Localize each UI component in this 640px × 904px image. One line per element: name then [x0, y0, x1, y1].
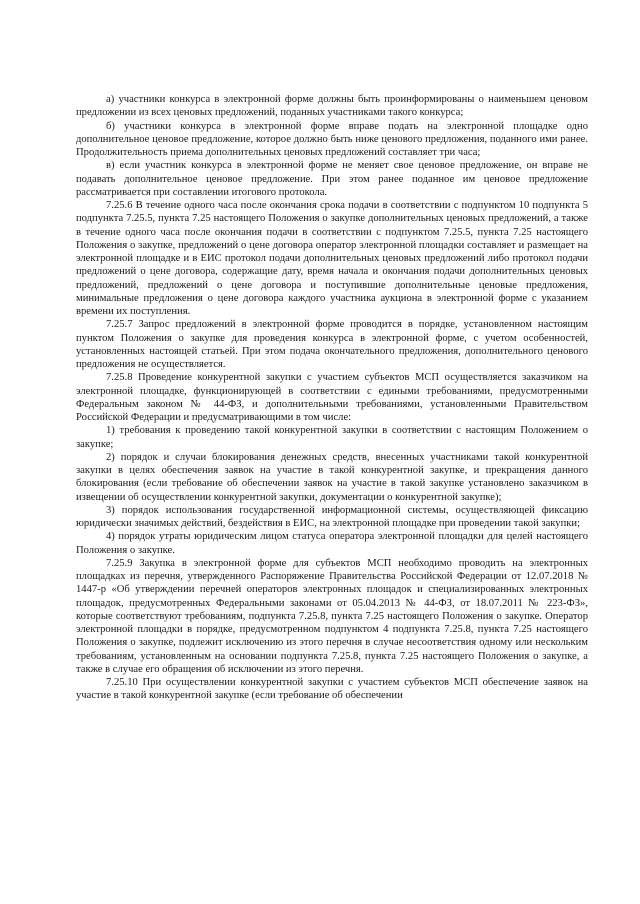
paragraph-b: б) участники конкурса в электронной форме вправе подать на электронной площадке одно дополнительное ценовое предложение, которое должно быть ниже ценового предложения, поданного ими ранее. Продолжительность приема дополнительных ценовых предложений составляет три часа;	[76, 120, 588, 158]
paragraph-item-3: 3) порядок использования государственной информационной системы, осуществляющей фиксацию юридически значимых действий, бездействия в ЕИС, на электронной площадке при проведении такой закупки;	[76, 504, 588, 529]
paragraph-item-1: 1) требования к проведению такой конкурентной закупки в соответствии с настоящим Положением о закупке;	[76, 425, 588, 450]
paragraph-7-25-10: 7.25.10 При осуществлении конкурентной закупки с участием субъектов МСП обеспечение заявок на участие в такой конкурентной закупке (если требование об обеспечении	[76, 677, 588, 702]
paragraph-7-25-8: 7.25.8 Проведение конкурентной закупки с участием субъектов МСП осуществляется заказчиком на электронной площадке, функционирующей в соответствии с едиными требованиями, предусмотренными Федеральным законом № 44-ФЗ, и дополнительными требованиями, установленными Правительством Российской Федерации и предусматривающими в том числе:	[76, 372, 588, 423]
paragraph-v: в) если участник конкурса в электронной форме не меняет свое ценовое предложение, он вправе не подавать дополнительное ценовое предложение. При этом ранее поданное им ценовое предложение рассматривается при составлении итогового протокола.	[76, 160, 588, 198]
paragraph-item-2: 2) порядок и случаи блокирования денежных средств, внесенных участниками такой конкурентной закупки в целях обеспечения заявок на участие в такой конкурентной закупке, и прекращения данного блокирования (если требование об обеспечении заявок на участие в такой закупке установлено заказчиком в извещении об осуществлении конкурентной закупки, документации о конкурентной закупке);	[76, 451, 588, 503]
paragraph-a: а) участники конкурса в электронной форме должны быть проинформированы о наименьшем ценовом предложении из всех ценовых предложений, поданных участниками такого конкурса;	[76, 94, 588, 119]
paragraph-7-25-6: 7.25.6 В течение одного часа после окончания срока подачи в соответствии с подпунктом 10 подпункта 5 подпункта 7.25.5, пункта 7.25 настоящего Положения о закупке дополнительных ценовых предложений, а также в течение одного часа после окончания подачи в соответствии с подпунктом 7.25.5, пункта 7.25 настоящего Положения о закупке, предложений о цене договора оператор электронной площадки составляет и размещает на электронной площадке и в ЕИС протокол подачи дополнительных ценовых предложений либо протокол подачи предложений о цене договора, содержащие дату, время начала и окончания подачи дополнительных ценовых предложений, предложений о цене договора и поступившие дополнительные ценовые предложения, минимальные предложения о цене договора каждого участника аукциона в электронной форме с указанием времени их поступления.	[76, 200, 588, 317]
paragraph-item-4: 4) порядок утраты юридическим лицом статуса оператора электронной площадки для целей настоящего Положения о закупке.	[76, 531, 588, 556]
paragraph-7-25-9: 7.25.9 Закупка в электронной форме для субъектов МСП необходимо проводить на электронных площадках из перечня, утвержденного Распоряжение Правительства Российской Федерации от 12.07.2018 № 1447-р «Об утверждении перечней операторов электронных площадок и специализированных электронных площадок, предусмотренных Федеральными законами от 05.04.2013 № 44-ФЗ, от 18.07.2011 № 223-ФЗ», которые соответствуют требованиям, подпункта 7.25.8, пункта 7.25 настоящего Положения о закупке. Оператор электронной площадки в порядке, предусмотренном подпунктом 4 подпункта 7.25.8, пункта 7.25 настоящего Положения о закупке, подлежит исключению из этого перечня в случае несоответствия одному или нескольким требованиям, установленным на основании подпункта 7.25.8, пункта 7.25 настоящего Положения о закупке, а также в случае его обращения об исключении из этого перечня.	[76, 557, 588, 675]
paragraph-7-25-7: 7.25.7 Запрос предложений в электронной форме проводится в порядке, установленном настоящим пунктом Положения о закупке для проведения конкурса в электронной форме, с учетом особенностей, установленных настоящей статьей. При этом подача окончательного предложения, дополнительного ценового предложения не осуществляется.	[76, 319, 588, 370]
document-body	[76, 93, 588, 703]
